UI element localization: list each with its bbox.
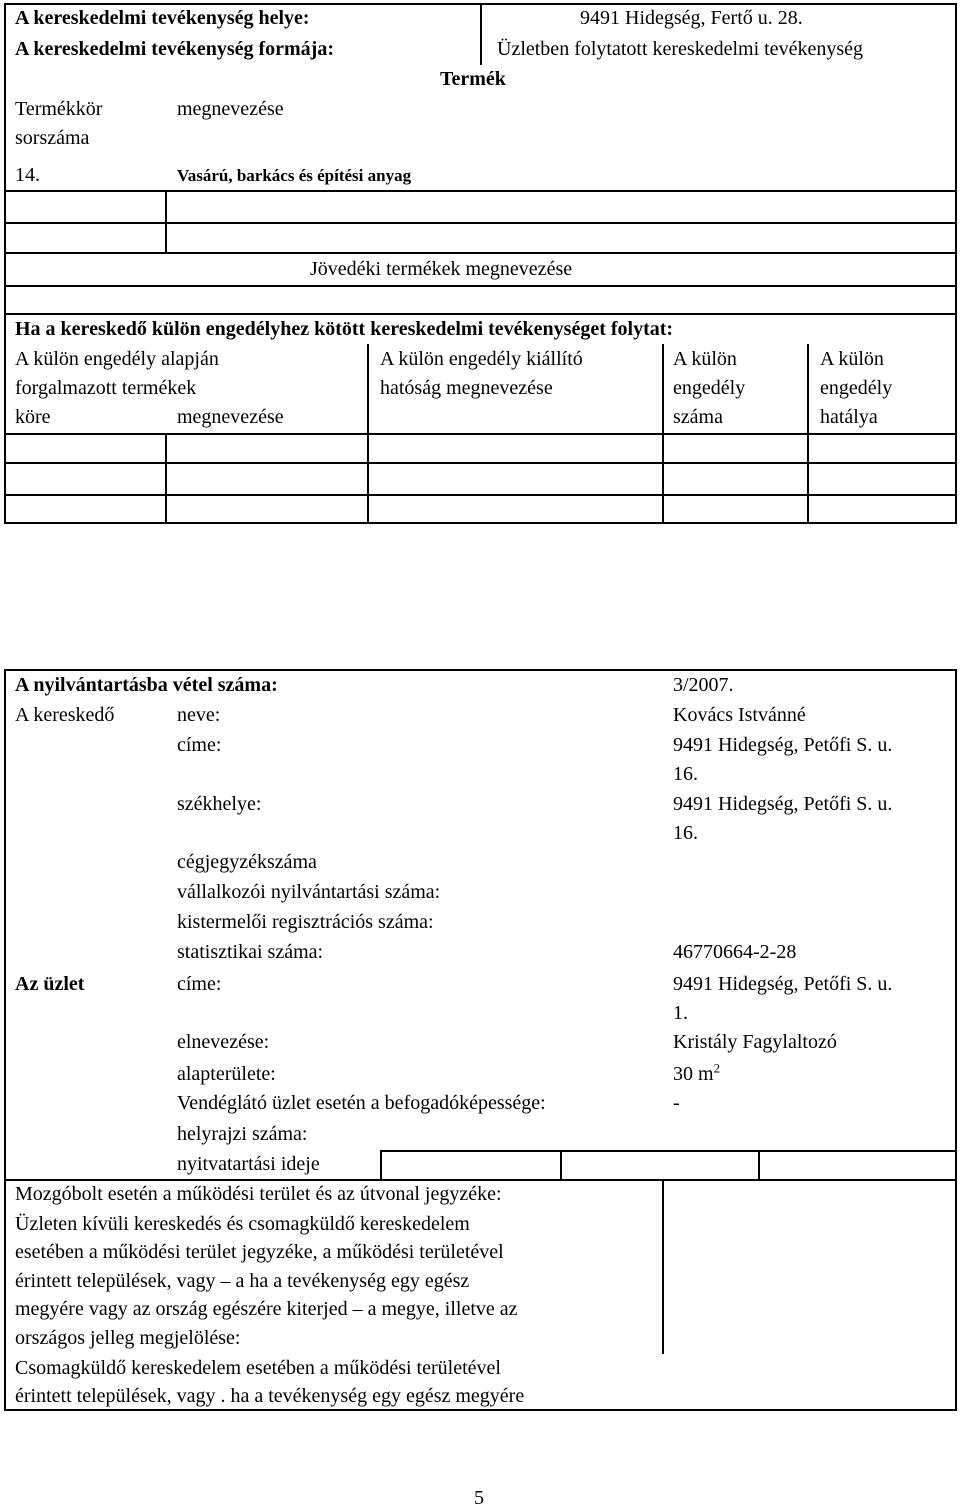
shop-area-value: 30 $m^2$	[673, 1060, 721, 1085]
company-reg-label: cégjegyzékszáma	[177, 851, 317, 873]
outside-sales-line2: esetében a működési terület jegyzéke, a működési területével	[15, 1241, 504, 1263]
excise-heading: Jövedéki termékek megnevezése	[310, 258, 573, 280]
merchant-seat-label: székhelye:	[177, 793, 262, 815]
outside-sales-line1: Üzleten kívüli kereskedés és csomagküldő kereskedelem	[15, 1213, 470, 1235]
shop-name-value: Kristály Fagylaltozó	[673, 1031, 837, 1053]
category-header-line2: sorszáma	[15, 127, 90, 149]
permit-col4-line1: A külön	[820, 348, 884, 370]
area-unit-exponent: 2	[713, 1060, 721, 1076]
smallholder-reg-label: kistermelői regisztrációs száma:	[177, 911, 434, 933]
form-label: A kereskedelmi tevékenység formája:	[15, 38, 335, 60]
permit-col1b: megnevezése	[177, 406, 284, 428]
permit-col3-line1: A külön	[673, 348, 737, 370]
outside-sales-line3: érintett települések, vagy – a ha a tevékenység egy egész	[15, 1270, 470, 1292]
mail-order-line2: érintett települések, vagy . ha a tevékenység egy egész megyére	[15, 1385, 525, 1407]
mobile-shop-label: Mozgóbolt esetén a működési terület és az útvonal jegyzéke:	[15, 1183, 502, 1205]
category-header-line1: Termékkör	[15, 98, 103, 120]
permit-col1-line2: forgalmazott termékek	[15, 377, 197, 399]
permit-col4-line3: hatálya	[820, 406, 878, 428]
permit-col1-line1: A külön engedély alapján	[15, 348, 219, 370]
page-number: 5	[474, 1487, 484, 1509]
permit-col3-line2: engedély	[673, 377, 746, 399]
shop-address-line1: 9491 Hidegség, Petőfi S. u.	[673, 973, 893, 995]
merchant-name-value: Kovács Istvánné	[673, 704, 806, 726]
location-label: A kereskedelmi tevékenység helye:	[15, 7, 310, 29]
shop-address-label: címe:	[177, 973, 222, 995]
product-heading: Termék	[440, 68, 506, 90]
permit-col3-line3: száma	[673, 406, 723, 428]
shop-area-label: alapterülete:	[177, 1063, 276, 1085]
merchant-seat-line1: 9491 Hidegség, Petőfi S. u.	[673, 793, 893, 815]
stat-number-label: statisztikai száma:	[177, 941, 324, 963]
merchant-address-line1: 9491 Hidegség, Petőfi S. u.	[673, 734, 893, 756]
merchant-label: A kereskedő	[15, 704, 115, 726]
shop-name-label: elnevezése:	[177, 1031, 270, 1053]
form-value: Üzletben folytatott kereskedelmi tevékenység	[497, 38, 863, 60]
permit-col1a: köre	[15, 406, 51, 428]
merchant-address-label: címe:	[177, 734, 222, 756]
entrepreneur-reg-label: vállalkozói nyilvántartási száma:	[177, 881, 441, 903]
capacity-label: Vendéglátó üzlet esetén a befogadóképessége:	[177, 1092, 546, 1114]
merchant-address-line2: 16.	[673, 763, 698, 785]
permit-col4-line2: engedély	[820, 377, 893, 399]
permit-col2-line1: A külön engedély kiállító	[380, 348, 583, 370]
mail-order-line1: Csomagküldő kereskedelem esetében a működési területével	[15, 1357, 501, 1379]
product-name-header: megnevezése	[177, 98, 284, 120]
merchant-name-label: neve:	[177, 704, 221, 726]
shop-address-line2: 1.	[673, 1002, 688, 1024]
registry-number-value: 3/2007.	[673, 674, 734, 696]
shop-label: Az üzlet	[15, 973, 85, 995]
capacity-value: -	[673, 1092, 680, 1114]
permit-heading: Ha a kereskedő külön engedélyhez kötött kereskedelmi tevékenységet folytat:	[15, 318, 674, 340]
outside-sales-line4: megyére vagy az ország egészére kiterjed – a megye, illetve az	[15, 1298, 518, 1320]
location-value: 9491 Hidegség, Fertő u. 28.	[580, 7, 803, 29]
lot-number-label: helyrajzi száma:	[177, 1123, 308, 1145]
registry-number-label: A nyilvántartásba vétel száma:	[15, 674, 278, 696]
row1-number: 14.	[15, 164, 40, 186]
merchant-seat-line2: 16.	[673, 822, 698, 844]
opening-hours-label: nyitvatartási ideje	[177, 1153, 320, 1175]
permit-col2-line2: hatóság megnevezése	[380, 377, 553, 399]
row1-product-name: Vasárú, barkács és építési anyag	[177, 166, 412, 185]
stat-number-value: 46770664-2-28	[673, 941, 797, 963]
outside-sales-line5: országos jelleg megjelölése:	[15, 1327, 241, 1349]
